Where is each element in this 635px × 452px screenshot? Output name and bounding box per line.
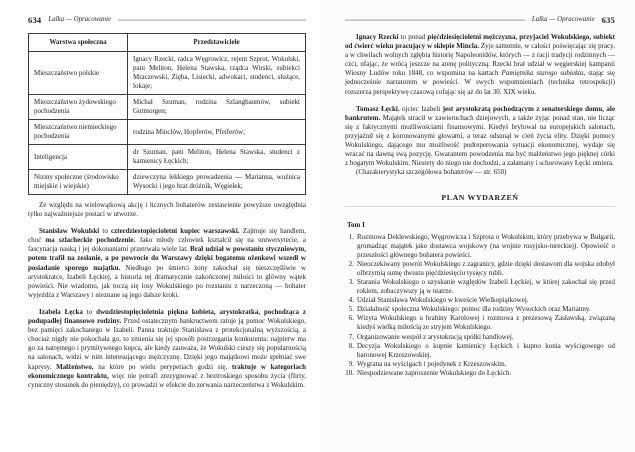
paragraph-wokulski xyxy=(28,227,306,300)
social-layers-table xyxy=(28,33,306,195)
text-segment: dwudziestopięcioletnia piękna kobieta, arystokratka, pochodząca z podupadłej finansowo rodziny. xyxy=(28,307,306,326)
event-item xyxy=(345,260,615,278)
volume-label: Tom I xyxy=(347,221,365,230)
event-text: Rozmowa Deklewskiego, Węgrowicza i Szprota o Wokulskim, który przebywa w Bułgarii, gromadząc majątek jako dostawca wojskowy (na wojnie rosyjsko-tureckiej). Opowieść o przeszłości głównego bohatera powieści. xyxy=(357,232,615,259)
text-segment: Jako młody człowiek kształcił się na uniwersytecie, a fascynacja nauką i jej dokonaniami przetrwała wiele lat. xyxy=(28,236,306,254)
event-item xyxy=(345,333,615,342)
text-segment: to ponad xyxy=(398,33,428,41)
table-row xyxy=(29,170,306,195)
text-segment: Ze względu na wielowątkową akcję i licznych bohaterów zestawienie powyższe uwzględnia tylko najważniejsze postaci w utworze. xyxy=(28,201,306,219)
event-number: 6. xyxy=(348,314,354,323)
table-row xyxy=(29,52,306,95)
event-number: 9. xyxy=(348,359,354,368)
table-body xyxy=(29,52,306,195)
event-item xyxy=(345,360,615,369)
event-number: 4. xyxy=(348,296,354,305)
text-segment: więc nie potrafi zrezygnować z beztroskiego sposobu życia (flirty, cyniczny stosunek do pieniędzy), co prowadzi w efekcie do zerwania narzeczeństwa z Wokulskim. xyxy=(28,371,306,389)
social-layer-cell: Mieszczaństwo polskie xyxy=(29,52,128,95)
text-segment: jest arystokratą pochodzącym z senatorskiego domu, ale bankrutem. xyxy=(345,104,615,122)
event-text: Starania Wokulskiego o uzyskanie względów Izabeli Łęckiej, w której zakochał się przed rokiem, zobaczywszy ją w teatrze. xyxy=(357,277,615,296)
event-item xyxy=(345,233,615,260)
event-item xyxy=(345,314,615,332)
paragraph-tomasz-lecki xyxy=(345,105,615,169)
event-text: Wizyta Wokulskiego u hrabiny Karolowej i rozmowa z prezesową Zasławską, związaną kiedyś wielką miłością ze stryjem Wokulskiego. xyxy=(357,314,615,332)
section-heading-plan-wydarzen: PLAN WYDARZEŃ xyxy=(441,193,519,203)
event-number: 8. xyxy=(348,341,354,350)
text-segment: Stanisław Wokulski xyxy=(39,227,100,236)
event-text: Niespodziewane zaproszenie Wokulskiego do Łęckich. xyxy=(357,368,512,377)
representatives-cell: Michał Szuman, rodzina Szlangbaumów, subiekt Gutmorgen; xyxy=(128,95,306,120)
event-text: Działalność społeczna Wokulskiego: pomoc dla rodziny Wysockich oraz Marianny. xyxy=(357,305,591,314)
events-list xyxy=(345,233,615,379)
header-rule-left xyxy=(118,19,306,21)
representatives-cell: dr Szuman, pani Meliton, Helena Stawska, studenci z kamienicy Łęckich; xyxy=(128,145,306,170)
event-text: Decyzja Wokulskiego o kupnie kamienicy Łęckich i kupno konia wyścigowego od baronowej Krzeszowskiej. xyxy=(357,341,615,359)
paragraph-rzecki xyxy=(345,33,615,97)
page-number-left: 634 xyxy=(28,14,42,25)
event-item xyxy=(345,342,615,360)
page-header-left xyxy=(28,14,306,25)
event-number: 5. xyxy=(348,305,354,314)
text-segment: czterdziestopięcioletni kupiec warszawski. xyxy=(110,227,240,236)
text-segment: pięćdziesięcioletni mężczyzna, przyjaciel Wokulskiego, subiekt od ćwierć wieku pracujący w sklepie Mincla. xyxy=(345,33,615,51)
text-segment: , stając się jednocześnie narratorem w powieści. W swych wspomnieniach (technika retrospekcji) rozszerza perspektywę czasową cofając się aż do lat 30. XIX wieku. xyxy=(345,69,615,96)
event-number: 2. xyxy=(348,259,354,268)
text-segment: Przed ostatecznym bankructwem ratuje ją pomoc Wokulskiego, bez pamięci zakochanego w Izabeli. Panna traktuje Stanisława z protekcjonalną wyższością, a chociaż nigdy nie pokochała go, to zmienia się jej sposób postrzegania konkurenta: najpierw ma go za natrętnego i prymitywnego kupca, ale kiedy zauważa, że Wokulski cieszy się popularnością na salonach, widzi w nim interesującego mężczyznę. Dzięki jego majątkowi może spełniać swe kaprysy. xyxy=(28,317,307,371)
event-text: Organizowanie wespół z arystokracją spółki handlowej. xyxy=(357,332,514,341)
text-segment: Małżeństwo, xyxy=(56,362,94,371)
table-row xyxy=(29,145,306,170)
table-row xyxy=(29,95,306,120)
running-title-left: Lalka — Opracowanie xyxy=(48,16,112,23)
event-number: 7. xyxy=(348,332,354,341)
representatives-cell: dziewczyna lekkiego prowadzenia — Marianna, woźnica Wysocki i jego brat dróżnik, Węgiełek; xyxy=(128,170,306,195)
event-text: Wygrana na wyścigach i pojedynek z Krzeszowskim. xyxy=(357,359,507,368)
text-segment: traktuje w kategoriach ekonomicznego kontraktu, xyxy=(28,362,306,380)
event-text: Udział Stanisława Wokulskiego w kweście Wielkopiątkowej. xyxy=(357,296,529,305)
text-segment: , ojciec Izabeli xyxy=(397,104,443,113)
text-segment: Majątek stracił w zawieruchach dziejowych, a także żyjąc ponad stan, nie licząc się z faktycznymi możliwościami finansowymi. Kiedyś brylował na europejskich salonach, przyjaźnił się z koronowanymi głowami, a teraz odsunął w cień życia elity. Dzięki pomocy Wokulskiego, dającego mu możliwość podreperowania sytuacji ekonomicznej, wydaje się wracać na dawną swą pozycję. Gwarantem powodzenia ma być małżeństwo jego pięknej córki z bogatym Wokulskim. Niestety do niego nie dochodzi, a załamany i schorowany Łęcki umiera. xyxy=(345,113,615,168)
text-segment: na które po wielu perypetiach godzi się, xyxy=(93,362,232,371)
event-number: 3. xyxy=(348,277,354,286)
event-item xyxy=(345,305,615,314)
event-item xyxy=(345,278,615,296)
table-row xyxy=(29,120,306,145)
representatives-cell: rodzina Minclów, Hopferów, Pfeiferów; xyxy=(128,120,306,145)
header-rule-right xyxy=(345,19,525,21)
text-segment: to xyxy=(99,227,111,236)
text-segment: Ignacy Rzecki xyxy=(356,33,399,41)
text-segment: Żyje samotnie, w całości poświęcając się pracy, a w chwilach wolnych zgłębia historię Napoleonidów, których — z racji tradycji rodzinnych — czci, ufając, że wrócą jeszcze na arenę polityczną. Rzecki brał udział w węgierskiej kampanii Wiosny Ludów roku 1848, co wspomina na kartach xyxy=(345,42,615,78)
table-header-representatives: Przedstawiciele xyxy=(128,34,306,52)
table-header-row xyxy=(29,34,306,52)
text-segment: Izabela Łęcka xyxy=(39,307,83,316)
page-number-right: 635 xyxy=(601,14,615,25)
event-number: 1. xyxy=(348,232,354,241)
event-item xyxy=(345,369,615,378)
text-segment: Tomasz Łęcki xyxy=(356,104,398,113)
social-layer-cell: Mieszczaństwo żydowskiego pochodzenia xyxy=(29,95,128,120)
table-header-social-layer: Warstwa społeczna xyxy=(29,34,128,52)
social-layer-cell: Mieszczaństwo niemieckiego pochodzenia xyxy=(29,120,128,145)
page-635 xyxy=(318,0,635,452)
section-heading-rule xyxy=(345,206,615,207)
social-layer-cell: Inteligencja xyxy=(29,145,128,170)
event-text: Nieoczekiwany powrót Wokulskiego z zagranicy, gdzie dzięki dostawom dla wojska zdobył olbrzymią sumę dwustu pięćdziesięciu tysięcy rubli. xyxy=(357,259,615,277)
text-segment: Pamiętnika starego subiekta xyxy=(501,69,584,78)
page-header-right xyxy=(345,14,615,25)
event-item xyxy=(345,296,615,305)
paragraph-table-note xyxy=(28,201,306,219)
event-number: 10. xyxy=(345,368,354,377)
text-segment: Zajmuje się handlem, choć xyxy=(28,227,306,245)
representatives-cell: Ignacy Rzecki, radca Węgrowicz, rejent Szprot, Wokulski, pani Meliton, Helena Stawska, rządca Wirski, subiekci Mraczewski, Zięba, Lisiecki, adwokaci, studenci, służące, lokaje; xyxy=(128,52,306,95)
characterization-reference-note: (Charakterystyka szczegółowa bohaterów — str. 650) xyxy=(356,168,507,177)
text-segment: Brał udział w powstaniu styczniowym, potem trafił na zesłanie, a po powrocie do Warszawy dzięki bogatemu ożenkowi wszedł w posiadanie sporego majątku. xyxy=(28,245,306,272)
paragraph-izabela xyxy=(28,308,306,390)
social-layer-cell: Niziny społeczne (środowisko miejskie i wiejskie) xyxy=(29,170,128,195)
running-title-right: Lalka — Opracowanie xyxy=(531,16,595,23)
text-segment: Niedługo po śmierci żony zakochał się nieszczęśliwie w arystokratce, Izabeli Łęckiej, a historia tej dramatycznie zakończonej miłości to główny wątek powieści. Nie wiadomo, jak toczą się losy Wokulskiego po rozstaniu z narzeczoną — bohater wyjeżdża z Warszawy i nieznane są jego dalsze kroki. xyxy=(28,263,306,299)
text-segment: ma szlacheckie pochodzenie. xyxy=(45,236,136,245)
text-segment: to xyxy=(82,307,97,316)
